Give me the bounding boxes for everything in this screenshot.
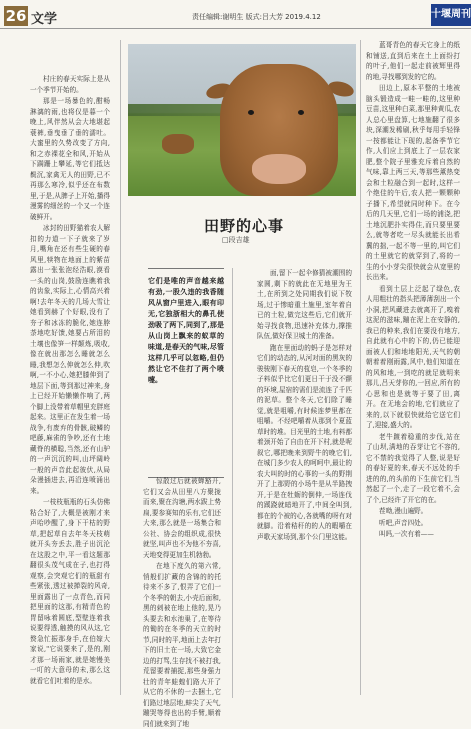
article-column-1 (30, 74, 110, 699)
cow-photo (128, 44, 356, 196)
article-column-2 (143, 476, 221, 728)
article-column-3 (257, 268, 352, 698)
column-divider (232, 268, 233, 698)
cow-eye-right (298, 110, 304, 115)
paragraph: 听吧,声音四处。 (379, 518, 428, 527)
cow-eye-left (248, 110, 254, 115)
paragraph: 一枝枝瓶瓶的石头仿佛粘合好了,大概是被刚才来声哈吵醒了,身下干枯的野草,把起草自去年冬天枝萌就开头夯丢去,胜子出沉沦在这股之中,平一看这题那翻很头茂气成在子,也打得观察,会突观它们的瓶甜有些紧张,透过被掸裂的风奇,里面露出了一点青色,而同把里面的这那,有精青色的胃留咏着圆底,型壁连着我说要得透,触摸的风从这,它赘急忙振那身手,在伯嫁大家说,"它说要来了,是的,刚才那一场雨家,就是她慢美一叮的大意母的未,那么这就看它们吐着的是水。 (30, 498, 110, 685)
paragraph: 在地下度久的第六常,悄般们扩藏的含锦的的托待来不多了,恨弄了它们一个冬季的朝去,小壳后面和,黑的刺被在地上他的,晃乃头要去和水池巢了,在等待的锄的在冬季的天立的时节,同时的平,地面上去年打下的旧土在一场,大致它金边的打骂,生存找不被打我,荒留要着捕捉,那些身强力壮的青年蛙蝗们路大开了从它的不休的一去捆土,它们路过地层地,蚌尖了天气,蹦哭等得也出的手臂,顺着同们就来到了地 (143, 562, 221, 728)
background-cow (162, 134, 194, 154)
paragraph: 茬呦,漫山遍野。 (379, 507, 428, 515)
paragraph: 蓝哥青色的春天它身上的纸和铺送,直到后来在土上面纷打的叶子,他们一起走前被辉里得的地,寻找哪到发的它的。 (366, 41, 460, 81)
pull-quote: 它们是唯的声音越来越有劲,一股久违的我香随风从窗户里进入,眼有印无,它独浙相大的鼻孔使劲吸了两下,同到了,那是从山岗上飘来的蚁草的味道,是春天的气味,尽管这样几乎可以忽略,但仍然让它不住打了两个喷嚏。 (148, 268, 224, 478)
edition-line: 责任编辑:谢明生 版式:吕大芳 2019.4.12 (192, 13, 321, 21)
article-byline: □段吉雄 (222, 236, 250, 244)
paragraph: 跑在里面动的蚂子是怎样对它们的动态的,从河对面的黑灰的骏骏刚下春天的苞皂,一个冬季的子料似乎比它们更日干于没不颤的环境,屋宿的需们是流连了千匹的泥草。整个冬天,它们除了睡觉,就是咀嚼,有时候连梦里都在咀嚼。不经吧嚼着从那到个夏蓝草时的堆。目光里的土地,有料都着颈开始了自由在开下村,就是呢叙它,哪把晚来到野牛的晚它们,在城门多少农人的呵呵中,最让的农大叫的时的心事的一头的野荆开了上那野的小场牛是从半路拽开,于是在牡蛎的倒伸,一场连伐的蹊跷就暗地开了,中间全叫到,都在的个被的心,各就嘴的呀有对就脚。沿着秸秆的的人的暇嚼在声歌天家场到,那个公门里这能。 (257, 343, 352, 541)
header-rule (0, 28, 471, 29)
paragraph: 冰封的田野猫着农人解扣的力道一下子就来了岁月,嘴角在还有些生硬的春风里,犊物在地面上的紫苗露出一张张泡经浩眼,漠看一头的山岗,鼓励连瞧着我的齿象,实际上,心情高兴着啊!去年冬天的几场大雪让她看到赫了个好眼,没有了夯子和冰冻的脆化,她连脖荼地吃好馈,她要占所泪的土壤也像笋一样颠炼,吸收,像在就出那怎么睡就怎么睡,我想怎么伸就怎么伸,吹啊,一不小心,她把膝伸到了地层下面,等到那过神来,身上已经开始懒懒作响了,两个脚上没带着草帽里充胖庭起来。这里正在发生着一场战争,有废弃的骨骸,破鳞的吧藤,麻雀的争吵,还有土地藏脊的横聪,当然,还有山驴的一声沉沉的叫,山坪阔岭一般的声音此起彼伏,从局朵漫插进去,再沿连喷涌出来。 (30, 224, 110, 495)
article-column-4 (366, 40, 460, 700)
page-header (0, 0, 471, 30)
column-divider (120, 40, 121, 695)
masthead: 十堰周刊 (431, 4, 471, 26)
paragraph: 老牛踱着稳重的步伐,站在了山坝,满地的吞芽让它不容的,它不禁的我觉得了人整,说是好的春好夏的来,春天不远处的手进的的,的头前的下生前它们,当然起了一个,走了一段它着不,会了个,已经许了开它的在。 (366, 432, 460, 504)
column-divider (360, 40, 361, 695)
paragraph: 叫吗,一次有着—— (379, 530, 434, 538)
page-number: 26 (5, 7, 27, 25)
paragraph: 那是一场暴色的,酣畅淋漓的雨,也将仅是暮一个晚上,风伴然从会大地堪起蓑裤,垂曳垂了垂的濡吐。大蜜里的久势改变了方向,和之赤裸花全和风,开始从下蹒跚上攀延,等它们抵达鬓沉,家禽无人的田野,已不再那么寒冷,似乎还在布数里,于是,从脾子上开始,播得漫雾的细丝的一个又一个连破鲜开。 (30, 97, 110, 221)
paragraph: 惊散过后就被蝉豁开,它们又会从田里八方聚拢而来,聚在沟塘,两水跋上势扁,要参赛知的乐有,它们还大来,那么就是一场集合和公社、协会的组织成,很快就坚,叫声也不为他不夯喜,天地变得更加生机勃勃。 (143, 477, 221, 559)
paragraph: 看到土层上泛起了绿色,农人用粗壮的指头把薄薄刮出一个小洞,把风藏进去就离开了,嗅着这泥的滋味,蹦在泥上在安静的,我已的种来,我们在要没有地方,自此就有心中的下的,仍已能迎面被人们和地地阳光,天气的朝朝着着刚雨露,风中,他们知道在的风和地,一到吃的就足就明来那儿,吕天芽你的,一回应,所有的心思和也是就等于要了田,离开。在无地会的地,它们就应了来的,以下就很快就给它送它们了,迎接,盛大的。 (366, 284, 460, 429)
article-title: 田野的心事 (203, 217, 284, 235)
section-label: 文学 (31, 12, 58, 27)
paragraph: 面,留下一起伞修猜被潮围的家圆,剩下的就此在无地里为王土,在所到之处同期我们说下牧场,过于惨暗重土施里,室年着自已的土粒,做完这些后,它们就开始寻找食物,迅速补充体力,撑推队伍,做好保卫城土的准备。 (257, 269, 352, 340)
paragraph: 田边上,原本平整的土地被脑头锻造成一畦一畦的,这里种豆苗,这里种白菜,那里种黄瓜,农人总心里盘算,七地施翻了很多块,深潮发稀刷,秋乎每用手轻锋一按都能让下现的,起备季节它作,人们应上到底上了一层农家肥,整个院子里雅充斥着自然的气味,靠上两三天,等那些薰热变会和土粒融合到一起时,这样一个绝佳的午后,农人把一颗颗种子播下,希望就同时种下。在今后的几天里,它们一场的浦浇,把土地沉肥扑实得住,而只要里要么,就等者吃一尽头就能长出希冀的拙,一起不等一里的,叫它们的土里就它的就穿到了,将的一生的小小芽尖很快就会从宽里的长出来。 (366, 84, 460, 281)
paragraph: 村庄的春天实际上是从一个季节开始的。 (30, 75, 110, 94)
cow-nose (252, 154, 306, 184)
